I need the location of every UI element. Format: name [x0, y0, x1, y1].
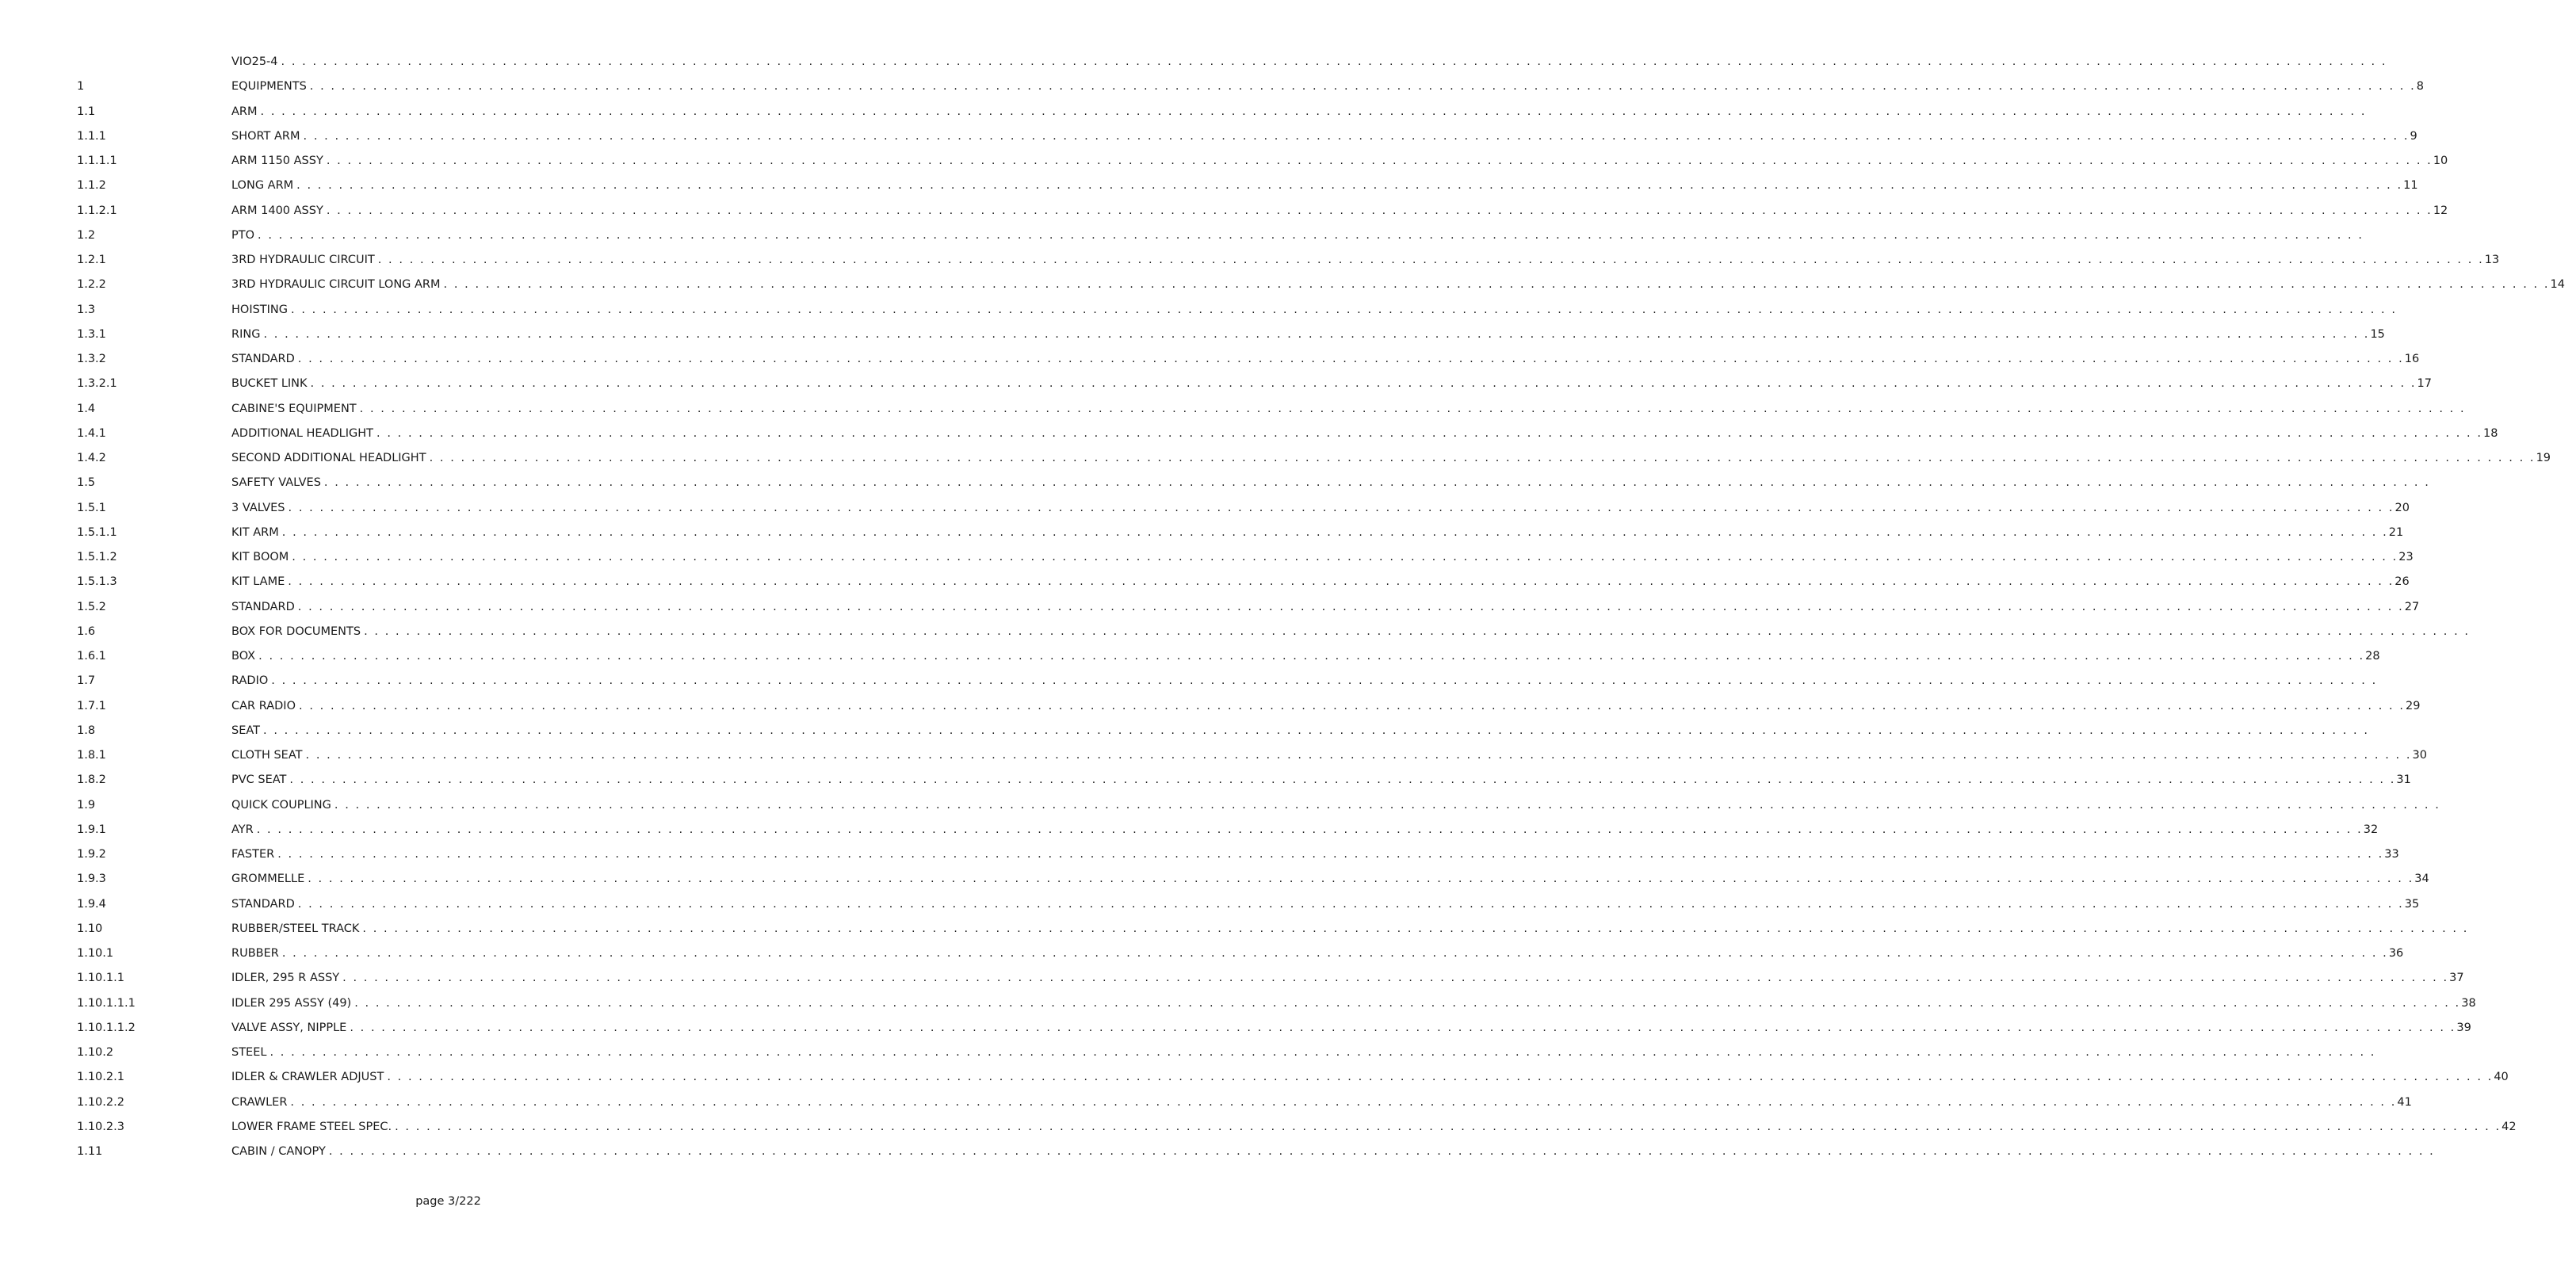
toc-entry	[231, 545, 2414, 570]
toc-section-number: 1.10.1.1.1	[77, 996, 136, 1010]
toc-entry	[231, 842, 2399, 867]
toc-dot-leader: . . . . . . . . . . . . . . . . . . . . . . . . . . . . . . . . . . . . . . . . . . . . . . . . . . . . . . . . . . . . . . . . . . . . . . . . . . . . . . . . . . . . . . . . . . . . . . . . . . . . . . . . . . . . . . . . . . . . . . . . . . . . . . . . . . . . . . . . . . . . . . . . . . . . . . . . . . . . . . . . . . . . . . . . . . . . . . . . . . . . . . . . . . . . . . . . . . . . . . . .	[308, 873, 2414, 886]
toc-entry	[231, 471, 2430, 495]
toc-title: STANDARD	[231, 600, 295, 613]
toc-title: VIO25-4	[231, 55, 278, 68]
toc-row[interactable]	[0, 545, 2414, 570]
toc-entry	[231, 273, 2565, 297]
toc-title: 3 VALVES	[231, 501, 285, 514]
toc-page-number: 37	[2449, 972, 2464, 985]
toc-dot-leader: . . . . . . . . . . . . . . . . . . . . . . . . . . . . . . . . . . . . . . . . . . . . . . . . . . . . . . . . . . . . . . . . . . . . . . . . . . . . . . . . . . . . . . . . . . . . . . . . . . . . . . . . . . . . . . . . . . . . . . . . . . . . . . . . . . . . . . . . . . . . . . . . . . . . . . . . . . . . . . . . . . . . . . . . . . . . . . . . . . . . . . . . . . . . . . . . . . . . . . . .	[289, 773, 2396, 787]
toc-section-number: 1.5.1.3	[77, 575, 117, 589]
toc-dot-leader: . . . . . . . . . . . . . . . . . . . . . . . . . . . . . . . . . . . . . . . . . . . . . . . . . . . . . . . . . . . . . . . . . . . . . . . . . . . . . . . . . . . . . . . . . . . . . . . . . . . . . . . . . . . . . . . . . . . . . . . . . . . . . . . . . . . . . . . . . . . . . . . . . . . . . . . . . . . . . . . . . . . . . . . . . . . . . . . . . . . . . . . . . . . . . . . . . . . . . . . .	[334, 798, 2440, 812]
toc-dot-leader: . . . . . . . . . . . . . . . . . . . . . . . . . . . . . . . . . . . . . . . . . . . . . . . . . . . . . . . . . . . . . . . . . . . . . . . . . . . . . . . . . . . . . . . . . . . . . . . . . . . . . . . . . . . . . . . . . . . . . . . . . . . . . . . . . . . . . . . . . . . . . . . . . . . . . . . . . . . . . . . . . . . . . . . . . . . . . . . . . . . . . . . . . . . . . . . . . . . . . . . .	[354, 996, 2461, 1010]
toc-page-number: 18	[2483, 426, 2498, 440]
toc-section-number: 1.6	[77, 624, 96, 638]
toc-row[interactable]	[0, 273, 2565, 297]
toc-entry	[231, 917, 2469, 941]
toc-page-number: 8	[2416, 80, 2425, 94]
toc-title: IDLER & CRAWLER ADJUST	[231, 1071, 384, 1084]
toc-title: BOX FOR DOCUMENTS	[231, 624, 361, 638]
toc-entry	[231, 595, 2420, 620]
toc-section-number: 1.4.2	[77, 452, 106, 464]
toc-row[interactable]	[0, 570, 2410, 594]
toc-dot-leader: . . . . . . . . . . . . . . . . . . . . . . . . . . . . . . . . . . . . . . . . . . . . . . . . . . . . . . . . . . . . . . . . . . . . . . . . . . . . . . . . . . . . . . . . . . . . . . . . . . . . . . . . . . . . . . . . . . . . . . . . . . . . . . . . . . . . . . . . . . . . . . . . . . . . . . . . . . . . . . . . . . . . . . . . . . . . . . . . . . . . . . . . . . . . . . . . . . . . . . . .	[342, 972, 2449, 985]
toc-entry	[231, 372, 2432, 396]
toc-entry	[231, 74, 2425, 99]
toc-section-number: 1.7	[77, 674, 96, 688]
toc-entry	[231, 521, 2404, 545]
toc-title: LONG ARM	[231, 179, 294, 193]
toc-row[interactable]	[0, 1016, 2471, 1041]
toc-row[interactable]	[0, 1041, 2376, 1065]
toc-dot-leader: . . . . . . . . . . . . . . . . . . . . . . . . . . . . . . . . . . . . . . . . . . . . . . . . . . . . . . . . . . . . . . . . . . . . . . . . . . . . . . . . . . . . . . . . . . . . . . . . . . . . . . . . . . . . . . . . . . . . . . . . . . . . . . . . . . . . . . . . . . . . . . . . . . . . . . . . . . . . . . . . . . . . . . . . . . . . . . . . . . . . . . . . . . . . . . . . . . . . . . . .	[297, 353, 2404, 365]
toc-entry	[231, 867, 2429, 892]
toc-section-number: 1.10.1	[77, 947, 114, 960]
toc-dot-leader: . . . . . . . . . . . . . . . . . . . . . . . . . . . . . . . . . . . . . . . . . . . . . . . . . . . . . . . . . . . . . . . . . . . . . . . . . . . . . . . . . . . . . . . . . . . . . . . . . . . . . . . . . . . . . . . . . . . . . . . . . . . . . . . . . . . . . . . . . . . . . . . . . . . . . . . . . . . . . . . . . . . . . . . . . . . . . . . . . . . . . . . . . . . . . . . . . . . . . . . .	[299, 699, 2405, 712]
toc-section-number: 1.10.1.1.2	[77, 1021, 136, 1034]
toc-section-number: 1.10.2	[77, 1046, 114, 1059]
toc-page-number: 27	[2404, 600, 2420, 613]
toc-entry	[231, 223, 2364, 248]
toc-dot-leader: . . . . . . . . . . . . . . . . . . . . . . . . . . . . . . . . . . . . . . . . . . . . . . . . . . . . . . . . . . . . . . . . . . . . . . . . . . . . . . . . . . . . . . . . . . . . . . . . . . . . . . . . . . . . . . . . . . . . . . . . . . . . . . . . . . . . . . . . . . . . . . . . . . . . . . . . . . . . . . . . . . . . . . . . . . . . . . . . . . . . . . . . . . . . . . . . . . . . . . . .	[429, 452, 2536, 464]
toc-dot-leader: . . . . . . . . . . . . . . . . . . . . . . . . . . . . . . . . . . . . . . . . . . . . . . . . . . . . . . . . . . . . . . . . . . . . . . . . . . . . . . . . . . . . . . . . . . . . . . . . . . . . . . . . . . . . . . . . . . . . . . . . . . . . . . . . . . . . . . . . . . . . . . . . . . . . . . . . . . . . . . . . . . . . . . . . . . . . . . . . . . . . . . . . . . . . . . . . . . . . . . . .	[376, 426, 2483, 440]
toc-title: VALVE ASSY, NIPPLE	[231, 1021, 347, 1034]
toc-page-number: 10	[2433, 155, 2448, 167]
toc-page-number: 12	[2433, 204, 2448, 217]
toc-title: KIT ARM	[231, 525, 279, 539]
table-of-contents	[0, 50, 2565, 1164]
toc-title: CABINE'S EQUIPMENT	[231, 402, 357, 415]
toc-title: CAR RADIO	[231, 699, 296, 712]
toc-title: PTO	[231, 228, 255, 242]
toc-row[interactable]	[0, 1090, 2412, 1115]
toc-title: GROMMELLE	[231, 873, 305, 886]
toc-title: BOX	[231, 650, 256, 663]
toc-section-number: 1.10.2.1	[77, 1071, 124, 1084]
toc-row[interactable]	[0, 397, 2466, 422]
toc-entry	[231, 941, 2404, 966]
toc-row[interactable]	[0, 124, 2417, 149]
toc-page-number: 15	[2370, 327, 2385, 341]
toc-row[interactable]	[0, 1140, 2435, 1164]
toc-entry	[231, 124, 2417, 149]
toc-dot-leader: . . . . . . . . . . . . . . . . . . . . . . . . . . . . . . . . . . . . . . . . . . . . . . . . . . . . . . . . . . . . . . . . . . . . . . . . . . . . . . . . . . . . . . . . . . . . . . . . . . . . . . . . . . . . . . . . . . . . . . . . . . . . . . . . . . . . . . . . . . . . . . . . . . . . . . . . . . . . . . . . . . . . . . . . . . . . . . . . . . . . . . . . . . . . . . . . . . . . . . . .	[297, 897, 2404, 911]
toc-entry	[231, 1016, 2471, 1041]
toc-section-number: 1.5.1.2	[77, 551, 117, 563]
toc-page-number: 29	[2406, 699, 2421, 712]
toc-dot-leader: . . . . . . . . . . . . . . . . . . . . . . . . . . . . . . . . . . . . . . . . . . . . . . . . . . . . . . . . . . . . . . . . . . . . . . . . . . . . . . . . . . . . . . . . . . . . . . . . . . . . . . . . . . . . . . . . . . . . . . . . . . . . . . . . . . . . . . . . . . . . . . . . . . . . . . . . . . . . . . . . . . . . . . . . . . . . . . . . . . . . . . . . . . . . . . . . . . . . . . . .	[443, 278, 2550, 292]
toc-dot-leader: . . . . . . . . . . . . . . . . . . . . . . . . . . . . . . . . . . . . . . . . . . . . . . . . . . . . . . . . . . . . . . . . . . . . . . . . . . . . . . . . . . . . . . . . . . . . . . . . . . . . . . . . . . . . . . . . . . . . . . . . . . . . . . . . . . . . . . . . . . . . . . . . . . . . . . . . . . . . . . . . . . . . . . . . . . . . . . . . . . . . . . . . . . . . . . . . . . . . . . . .	[263, 327, 2370, 341]
toc-row[interactable]	[0, 743, 2427, 768]
toc-page-number: 39	[2456, 1021, 2471, 1034]
toc-page-number: 36	[2388, 947, 2404, 960]
toc-title: CABIN / CANOPY	[231, 1145, 326, 1158]
toc-title: ARM	[231, 105, 258, 118]
toc-section-number: 1.8.1	[77, 749, 106, 762]
toc-entry	[231, 496, 2410, 521]
toc-title: LOWER FRAME STEEL SPEC.	[231, 1120, 392, 1133]
toc-dot-leader: . . . . . . . . . . . . . . . . . . . . . . . . . . . . . . . . . . . . . . . . . . . . . . . . . . . . . . . . . . . . . . . . . . . . . . . . . . . . . . . . . . . . . . . . . . . . . . . . . . . . . . . . . . . . . . . . . . . . . . . . . . . . . . . . . . . . . . . . . . . . . . . . . . . . . . . . . . . . . . . . . . . . . . . . . . . . . . . . . . . . . . . . . . . . . . . . . . . . . . . .	[269, 1046, 2376, 1059]
toc-row[interactable]	[0, 1115, 2517, 1140]
toc-dot-leader: . . . . . . . . . . . . . . . . . . . . . . . . . . . . . . . . . . . . . . . . . . . . . . . . . . . . . . . . . . . . . . . . . . . . . . . . . . . . . . . . . . . . . . . . . . . . . . . . . . . . . . . . . . . . . . . . . . . . . . . . . . . . . . . . . . . . . . . . . . . . . . . . . . . . . . . . . . . . . . . . . . . . . . . . . . . . . . . . . . . . . . . . . . . . . . . . . . . . . . . .	[258, 650, 2365, 663]
toc-section-number: 1.9	[77, 798, 96, 812]
toc-section-number: 1.9.4	[77, 897, 106, 911]
toc-page-number: 34	[2414, 873, 2429, 886]
toc-section-number: 1.5.1	[77, 501, 106, 514]
toc-section-number: 1.10	[77, 922, 103, 935]
toc-section-number: 1.8	[77, 724, 96, 737]
toc-entry	[231, 100, 2367, 124]
toc-dot-leader: . . . . . . . . . . . . . . . . . . . . . . . . . . . . . . . . . . . . . . . . . . . . . . . . . . . . . . . . . . . . . . . . . . . . . . . . . . . . . . . . . . . . . . . . . . . . . . . . . . . . . . . . . . . . . . . . . . . . . . . . . . . . . . . . . . . . . . . . . . . . . . . . . . . . . . . . . . . . . . . . . . . . . . . . . . . . . . . . . . . . . . . . . . . . . . . . . . . . . . . .	[297, 600, 2404, 613]
toc-section-number: 1.5	[77, 476, 96, 490]
page-number-label: page 3/222	[415, 1195, 481, 1208]
toc-title: STANDARD	[231, 897, 295, 911]
toc-row[interactable]	[0, 842, 2399, 867]
toc-dot-leader: . . . . . . . . . . . . . . . . . . . . . . . . . . . . . . . . . . . . . . . . . . . . . . . . . . . . . . . . . . . . . . . . . . . . . . . . . . . . . . . . . . . . . . . . . . . . . . . . . . . . . . . . . . . . . . . . . . . . . . . . . . . . . . . . . . . . . . . . . . . . . . . . . . . . . . . . . . . . . . . . . . . . . . . . . . . . . . . . . . . . . . . . . . . . . . . . . . . . . . . .	[328, 1145, 2435, 1158]
toc-entry	[231, 149, 2448, 174]
toc-entry	[231, 1090, 2412, 1115]
toc-entry	[231, 1140, 2435, 1164]
toc-entry	[231, 694, 2421, 719]
toc-section-number: 1.1.1.1	[77, 155, 117, 167]
toc-entry	[231, 298, 2398, 323]
toc-section-number: 1.2.1	[77, 254, 106, 266]
toc-page-number: 16	[2404, 353, 2420, 365]
toc-dot-leader: . . . . . . . . . . . . . . . . . . . . . . . . . . . . . . . . . . . . . . . . . . . . . . . . . . . . . . . . . . . . . . . . . . . . . . . . . . . . . . . . . . . . . . . . . . . . . . . . . . . . . . . . . . . . . . . . . . . . . . . . . . . . . . . . . . . . . . . . . . . . . . . . . . . . . . . . . . . . . . . . . . . . . . . . . . . . . . . . . . . . . . . . . . . . . . . . . . . . . . . .	[303, 129, 2410, 143]
toc-title: STEEL	[231, 1046, 267, 1059]
toc-entry	[231, 397, 2466, 422]
toc-row[interactable]	[0, 521, 2404, 545]
toc-section-number: 1.1.2.1	[77, 204, 117, 217]
toc-dot-leader: . . . . . . . . . . . . . . . . . . . . . . . . . . . . . . . . . . . . . . . . . . . . . . . . . . . . . . . . . . . . . . . . . . . . . . . . . . . . . . . . . . . . . . . . . . . . . . . . . . . . . . . . . . . . . . . . . . . . . . . . . . . . . . . . . . . . . . . . . . . . . . . . . . . . . . . . . . . . . . . . . . . . . . . . . . . . . . . . . . . . . . . . . . . . . . . . . . . . . . . .	[326, 155, 2433, 167]
toc-page-number: 41	[2397, 1095, 2412, 1109]
toc-title: ARM 1400 ASSY	[231, 204, 323, 217]
toc-dot-leader: . . . . . . . . . . . . . . . . . . . . . . . . . . . . . . . . . . . . . . . . . . . . . . . . . . . . . . . . . . . . . . . . . . . . . . . . . . . . . . . . . . . . . . . . . . . . . . . . . . . . . . . . . . . . . . . . . . . . . . . . . . . . . . . . . . . . . . . . . . . . . . . . . . . . . . . . . . . . . . . . . . . . . . . . . . . . . . . . . . . . . . . . . . . . . . . . . . . . . . . .	[323, 476, 2430, 490]
toc-title: RING	[231, 327, 261, 341]
toc-dot-leader: . . . . . . . . . . . . . . . . . . . . . . . . . . . . . . . . . . . . . . . . . . . . . . . . . . . . . . . . . . . . . . . . . . . . . . . . . . . . . . . . . . . . . . . . . . . . . . . . . . . . . . . . . . . . . . . . . . . . . . . . . . . . . . . . . . . . . . . . . . . . . . . . . . . . . . . . . . . . . . . . . . . . . . . . . . . . . . . . . . . . . . . . . . . . . . . . . . . . . . . .	[359, 402, 2466, 415]
toc-row[interactable]	[0, 74, 2425, 99]
toc-page-number: 31	[2396, 773, 2411, 787]
toc-section-number: 1.3.2	[77, 353, 106, 365]
toc-page-number: 42	[2501, 1120, 2517, 1133]
toc-entry	[231, 644, 2380, 669]
toc-dot-leader: . . . . . . . . . . . . . . . . . . . . . . . . . . . . . . . . . . . . . . . . . . . . . . . . . . . . . . . . . . . . . . . . . . . . . . . . . . . . . . . . . . . . . . . . . . . . . . . . . . . . . . . . . . . . . . . . . . . . . . . . . . . . . . . . . . . . . . . . . . . . . . . . . . . . . . . . . . . . . . . . . . . . . . . . . . . . . . . . . . . . . . . . . . . . . . . . . . . . . . . .	[296, 179, 2403, 193]
toc-section-number: 1	[77, 80, 85, 94]
toc-entry	[231, 50, 2387, 74]
toc-title: PVC SEAT	[231, 773, 287, 787]
toc-entry	[231, 818, 2379, 842]
toc-entry	[231, 991, 2476, 1016]
toc-entry	[231, 1065, 2509, 1090]
toc-row[interactable]	[0, 248, 2500, 273]
toc-title: BUCKET LINK	[231, 377, 308, 391]
toc-section-number: 1.4	[77, 402, 96, 415]
toc-entry	[231, 347, 2420, 372]
toc-entry	[231, 620, 2471, 644]
toc-row[interactable]	[0, 595, 2420, 620]
toc-section-number: 1.7.1	[77, 699, 106, 712]
toc-section-number: 1.2	[77, 228, 96, 242]
toc-dot-leader: . . . . . . . . . . . . . . . . . . . . . . . . . . . . . . . . . . . . . . . . . . . . . . . . . . . . . . . . . . . . . . . . . . . . . . . . . . . . . . . . . . . . . . . . . . . . . . . . . . . . . . . . . . . . . . . . . . . . . . . . . . . . . . . . . . . . . . . . . . . . . . . . . . . . . . . . . . . . . . . . . . . . . . . . . . . . . . . . . . . . . . . . . . . . . . . . . . . . . . . .	[263, 724, 2370, 737]
toc-title: 3RD HYDRAULIC CIRCUIT	[231, 254, 375, 266]
toc-row[interactable]	[0, 1065, 2509, 1090]
toc-title: SECOND ADDITIONAL HEADLIGHT	[231, 452, 426, 464]
toc-title: SAFETY VALVES	[231, 476, 321, 490]
toc-row[interactable]	[0, 149, 2448, 174]
toc-section-number: 1.6.1	[77, 650, 106, 663]
toc-row[interactable]	[0, 323, 2385, 347]
toc-title: AYR	[231, 823, 254, 836]
toc-title: FASTER	[231, 848, 275, 861]
page-footer	[0, 1195, 896, 1208]
toc-row[interactable]	[0, 223, 2364, 248]
toc-section-number: 1.1.2	[77, 179, 106, 193]
toc-title: HOISTING	[231, 303, 289, 316]
toc-entry	[231, 446, 2551, 471]
toc-section-number: 1.1.1	[77, 129, 106, 143]
toc-section-number: 1.5.1.1	[77, 525, 117, 539]
toc-dot-leader: . . . . . . . . . . . . . . . . . . . . . . . . . . . . . . . . . . . . . . . . . . . . . . . . . . . . . . . . . . . . . . . . . . . . . . . . . . . . . . . . . . . . . . . . . . . . . . . . . . . . . . . . . . . . . . . . . . . . . . . . . . . . . . . . . . . . . . . . . . . . . . . . . . . . . . . . . . . . . . . . . . . . . . . . . . . . . . . . . . . . . . . . . . . . . . . . . . . . . . . .	[362, 922, 2469, 935]
toc-page-number: 11	[2403, 179, 2418, 193]
toc-page-number: 9	[2410, 129, 2417, 143]
toc-page-number: 33	[2384, 848, 2399, 861]
toc-entry	[231, 966, 2464, 991]
toc-title: RUBBER	[231, 947, 279, 960]
toc-row[interactable]	[0, 298, 2398, 323]
toc-entry	[231, 669, 2378, 693]
toc-dot-leader: . . . . . . . . . . . . . . . . . . . . . . . . . . . . . . . . . . . . . . . . . . . . . . . . . . . . . . . . . . . . . . . . . . . . . . . . . . . . . . . . . . . . . . . . . . . . . . . . . . . . . . . . . . . . . . . . . . . . . . . . . . . . . . . . . . . . . . . . . . . . . . . . . . . . . . . . . . . . . . . . . . . . . . . . . . . . . . . . . . . . . . . . . . . . . . . . . . . . . . . .	[292, 551, 2398, 563]
toc-entry	[231, 768, 2411, 792]
toc-dot-leader: . . . . . . . . . . . . . . . . . . . . . . . . . . . . . . . . . . . . . . . . . . . . . . . . . . . . . . . . . . . . . . . . . . . . . . . . . . . . . . . . . . . . . . . . . . . . . . . . . . . . . . . . . . . . . . . . . . . . . . . . . . . . . . . . . . . . . . . . . . . . . . . . . . . . . . . . . . . . . . . . . . . . . . . . . . . . . . . . . . . . . . . . . . . . . . . . . . . . . . . .	[291, 303, 2398, 316]
toc-dot-leader: . . . . . . . . . . . . . . . . . . . . . . . . . . . . . . . . . . . . . . . . . . . . . . . . . . . . . . . . . . . . . . . . . . . . . . . . . . . . . . . . . . . . . . . . . . . . . . . . . . . . . . . . . . . . . . . . . . . . . . . . . . . . . . . . . . . . . . . . . . . . . . . . . . . . . . . . . . . . . . . . . . . . . . . . . . . . . . . . . . . . . . . . . . . . . . . . . . . . . . . .	[281, 55, 2387, 68]
toc-row[interactable]	[0, 496, 2410, 521]
toc-dot-leader: . . . . . . . . . . . . . . . . . . . . . . . . . . . . . . . . . . . . . . . . . . . . . . . . . . . . . . . . . . . . . . . . . . . . . . . . . . . . . . . . . . . . . . . . . . . . . . . . . . . . . . . . . . . . . . . . . . . . . . . . . . . . . . . . . . . . . . . . . . . . . . . . . . . . . . . . . . . . . . . . . . . . . . . . . . . . . . . . . . . . . . . . . . . . . . . . . . . . . . . .	[395, 1120, 2501, 1133]
toc-page-number: 13	[2484, 254, 2500, 266]
toc-section-number: 1.3.2.1	[77, 377, 117, 391]
toc-dot-leader: . . . . . . . . . . . . . . . . . . . . . . . . . . . . . . . . . . . . . . . . . . . . . . . . . . . . . . . . . . . . . . . . . . . . . . . . . . . . . . . . . . . . . . . . . . . . . . . . . . . . . . . . . . . . . . . . . . . . . . . . . . . . . . . . . . . . . . . . . . . . . . . . . . . . . . . . . . . . . . . . . . . . . . . . . . . . . . . . . . . . . . . . . . . . . . . . . . . . . . . .	[271, 674, 2378, 688]
toc-dot-leader: . . . . . . . . . . . . . . . . . . . . . . . . . . . . . . . . . . . . . . . . . . . . . . . . . . . . . . . . . . . . . . . . . . . . . . . . . . . . . . . . . . . . . . . . . . . . . . . . . . . . . . . . . . . . . . . . . . . . . . . . . . . . . . . . . . . . . . . . . . . . . . . . . . . . . . . . . . . . . . . . . . . . . . . . . . . . . . . . . . . . . . . . . . . . . . . . . . . . . . . .	[277, 848, 2384, 861]
toc-dot-leader: . . . . . . . . . . . . . . . . . . . . . . . . . . . . . . . . . . . . . . . . . . . . . . . . . . . . . . . . . . . . . . . . . . . . . . . . . . . . . . . . . . . . . . . . . . . . . . . . . . . . . . . . . . . . . . . . . . . . . . . . . . . . . . . . . . . . . . . . . . . . . . . . . . . . . . . . . . . . . . . . . . . . . . . . . . . . . . . . . . . . . . . . . . . . . . . . . . . . . . . .	[290, 1095, 2397, 1109]
toc-entry	[231, 199, 2448, 223]
toc-dot-leader: . . . . . . . . . . . . . . . . . . . . . . . . . . . . . . . . . . . . . . . . . . . . . . . . . . . . . . . . . . . . . . . . . . . . . . . . . . . . . . . . . . . . . . . . . . . . . . . . . . . . . . . . . . . . . . . . . . . . . . . . . . . . . . . . . . . . . . . . . . . . . . . . . . . . . . . . . . . . . . . . . . . . . . . . . . . . . . . . . . . . . . . . . . . . . . . . . . . . . . . .	[256, 823, 2363, 836]
toc-row[interactable]	[0, 50, 2387, 74]
toc-row[interactable]	[0, 867, 2429, 892]
toc-dot-leader: . . . . . . . . . . . . . . . . . . . . . . . . . . . . . . . . . . . . . . . . . . . . . . . . . . . . . . . . . . . . . . . . . . . . . . . . . . . . . . . . . . . . . . . . . . . . . . . . . . . . . . . . . . . . . . . . . . . . . . . . . . . . . . . . . . . . . . . . . . . . . . . . . . . . . . . . . . . . . . . . . . . . . . . . . . . . . . . . . . . . . . . . . . . . . . . . . . . . . . . .	[260, 105, 2367, 118]
toc-entry	[231, 323, 2385, 347]
toc-dot-leader: . . . . . . . . . . . . . . . . . . . . . . . . . . . . . . . . . . . . . . . . . . . . . . . . . . . . . . . . . . . . . . . . . . . . . . . . . . . . . . . . . . . . . . . . . . . . . . . . . . . . . . . . . . . . . . . . . . . . . . . . . . . . . . . . . . . . . . . . . . . . . . . . . . . . . . . . . . . . . . . . . . . . . . . . . . . . . . . . . . . . . . . . . . . . . . . . . . . . . . . .	[326, 204, 2433, 217]
toc-title: SHORT ARM	[231, 129, 300, 143]
toc-page-number: 26	[2394, 575, 2410, 589]
toc-entry	[231, 248, 2500, 273]
toc-row[interactable]	[0, 174, 2418, 198]
toc-dot-leader: . . . . . . . . . . . . . . . . . . . . . . . . . . . . . . . . . . . . . . . . . . . . . . . . . . . . . . . . . . . . . . . . . . . . . . . . . . . . . . . . . . . . . . . . . . . . . . . . . . . . . . . . . . . . . . . . . . . . . . . . . . . . . . . . . . . . . . . . . . . . . . . . . . . . . . . . . . . . . . . . . . . . . . . . . . . . . . . . . . . . . . . . . . . . . . . . . . . . . . . .	[288, 501, 2394, 514]
toc-dot-leader: . . . . . . . . . . . . . . . . . . . . . . . . . . . . . . . . . . . . . . . . . . . . . . . . . . . . . . . . . . . . . . . . . . . . . . . . . . . . . . . . . . . . . . . . . . . . . . . . . . . . . . . . . . . . . . . . . . . . . . . . . . . . . . . . . . . . . . . . . . . . . . . . . . . . . . . . . . . . . . . . . . . . . . . . . . . . . . . . . . . . . . . . . . . . . . . . . . . . . . . .	[309, 80, 2416, 94]
toc-row[interactable]	[0, 620, 2471, 644]
toc-row[interactable]	[0, 917, 2469, 941]
toc-section-number: 1.1	[77, 105, 96, 118]
toc-page-number: 23	[2398, 551, 2414, 563]
toc-dot-leader: . . . . . . . . . . . . . . . . . . . . . . . . . . . . . . . . . . . . . . . . . . . . . . . . . . . . . . . . . . . . . . . . . . . . . . . . . . . . . . . . . . . . . . . . . . . . . . . . . . . . . . . . . . . . . . . . . . . . . . . . . . . . . . . . . . . . . . . . . . . . . . . . . . . . . . . . . . . . . . . . . . . . . . . . . . . . . . . . . . . . . . . . . . . . . . . . . . . . . . . .	[350, 1021, 2456, 1034]
toc-row[interactable]	[0, 941, 2404, 966]
toc-row[interactable]	[0, 669, 2378, 693]
toc-section-number: 1.3.1	[77, 327, 106, 341]
toc-row[interactable]	[0, 892, 2420, 917]
toc-title: 3RD HYDRAULIC CIRCUIT LONG ARM	[231, 278, 441, 292]
toc-page-number: 32	[2363, 823, 2379, 836]
toc-title: ADDITIONAL HEADLIGHT	[231, 426, 374, 440]
toc-section-number: 1.9.2	[77, 848, 106, 861]
toc-page-number: 21	[2388, 525, 2404, 539]
toc-row[interactable]	[0, 719, 2370, 743]
toc-title: CLOTH SEAT	[231, 749, 303, 762]
toc-section-number: 1.10.2.3	[77, 1120, 124, 1133]
toc-dot-leader: . . . . . . . . . . . . . . . . . . . . . . . . . . . . . . . . . . . . . . . . . . . . . . . . . . . . . . . . . . . . . . . . . . . . . . . . . . . . . . . . . . . . . . . . . . . . . . . . . . . . . . . . . . . . . . . . . . . . . . . . . . . . . . . . . . . . . . . . . . . . . . . . . . . . . . . . . . . . . . . . . . . . . . . . . . . . . . . . . . . . . . . . . . . . . . . . . . . . . . . .	[377, 254, 2484, 266]
toc-section-number: 1.8.2	[77, 773, 106, 787]
toc-page-number: 20	[2394, 501, 2410, 514]
toc-title: STANDARD	[231, 353, 295, 365]
toc-dot-leader: . . . . . . . . . . . . . . . . . . . . . . . . . . . . . . . . . . . . . . . . . . . . . . . . . . . . . . . . . . . . . . . . . . . . . . . . . . . . . . . . . . . . . . . . . . . . . . . . . . . . . . . . . . . . . . . . . . . . . . . . . . . . . . . . . . . . . . . . . . . . . . . . . . . . . . . . . . . . . . . . . . . . . . . . . . . . . . . . . . . . . . . . . . . . . . . . . . . . . . . .	[288, 575, 2394, 589]
toc-row[interactable]	[0, 446, 2551, 471]
toc-dot-leader: . . . . . . . . . . . . . . . . . . . . . . . . . . . . . . . . . . . . . . . . . . . . . . . . . . . . . . . . . . . . . . . . . . . . . . . . . . . . . . . . . . . . . . . . . . . . . . . . . . . . . . . . . . . . . . . . . . . . . . . . . . . . . . . . . . . . . . . . . . . . . . . . . . . . . . . . . . . . . . . . . . . . . . . . . . . . . . . . . . . . . . . . . . . . . . . . . . . . . . . .	[387, 1071, 2494, 1084]
toc-row[interactable]	[0, 199, 2448, 223]
toc-section-number: 1.2.2	[77, 278, 106, 292]
toc-section-number: 1.5.2	[77, 600, 106, 613]
toc-entry	[231, 793, 2440, 818]
toc-row[interactable]	[0, 768, 2411, 792]
toc-entry	[231, 892, 2420, 917]
toc-title: SEAT	[231, 724, 261, 737]
toc-entry	[231, 743, 2427, 768]
toc-dot-leader: . . . . . . . . . . . . . . . . . . . . . . . . . . . . . . . . . . . . . . . . . . . . . . . . . . . . . . . . . . . . . . . . . . . . . . . . . . . . . . . . . . . . . . . . . . . . . . . . . . . . . . . . . . . . . . . . . . . . . . . . . . . . . . . . . . . . . . . . . . . . . . . . . . . . . . . . . . . . . . . . . . . . . . . . . . . . . . . . . . . . . . . . . . . . . . . . . . . . . . . .	[281, 525, 2388, 539]
toc-page-number: 19	[2536, 452, 2551, 464]
toc-row[interactable]	[0, 372, 2432, 396]
toc-entry	[231, 570, 2410, 594]
toc-page-number: 35	[2404, 897, 2420, 911]
toc-dot-leader: . . . . . . . . . . . . . . . . . . . . . . . . . . . . . . . . . . . . . . . . . . . . . . . . . . . . . . . . . . . . . . . . . . . . . . . . . . . . . . . . . . . . . . . . . . . . . . . . . . . . . . . . . . . . . . . . . . . . . . . . . . . . . . . . . . . . . . . . . . . . . . . . . . . . . . . . . . . . . . . . . . . . . . . . . . . . . . . . . . . . . . . . . . . . . . . . . . . . . . . .	[310, 377, 2417, 391]
toc-row[interactable]	[0, 422, 2498, 446]
toc-page-number: 14	[2550, 278, 2565, 292]
toc-title: IDLER, 295 R ASSY	[231, 972, 340, 985]
toc-title: QUICK COUPLING	[231, 798, 331, 812]
toc-row[interactable]	[0, 347, 2420, 372]
toc-title: KIT LAME	[231, 575, 285, 589]
toc-section-number: 1.3	[77, 303, 96, 316]
toc-row[interactable]	[0, 100, 2367, 124]
toc-title: CRAWLER	[231, 1095, 288, 1109]
toc-row[interactable]	[0, 793, 2440, 818]
toc-row[interactable]	[0, 644, 2380, 669]
toc-entry	[231, 422, 2498, 446]
toc-section-number: 1.11	[77, 1145, 103, 1158]
toc-entry	[231, 719, 2370, 743]
toc-section-number: 1.10.1.1	[77, 972, 124, 985]
toc-row[interactable]	[0, 694, 2421, 719]
toc-row[interactable]	[0, 471, 2430, 495]
toc-dot-leader: . . . . . . . . . . . . . . . . . . . . . . . . . . . . . . . . . . . . . . . . . . . . . . . . . . . . . . . . . . . . . . . . . . . . . . . . . . . . . . . . . . . . . . . . . . . . . . . . . . . . . . . . . . . . . . . . . . . . . . . . . . . . . . . . . . . . . . . . . . . . . . . . . . . . . . . . . . . . . . . . . . . . . . . . . . . . . . . . . . . . . . . . . . . . . . . . . . . . . . . .	[258, 228, 2364, 242]
toc-title: IDLER 295 ASSY (49)	[231, 996, 352, 1010]
toc-row[interactable]	[0, 818, 2379, 842]
toc-title: EQUIPMENTS	[231, 80, 307, 94]
toc-section-number: 1.4.1	[77, 426, 106, 440]
toc-entry	[231, 174, 2418, 198]
toc-section-number: 1.9.1	[77, 823, 106, 836]
toc-title: KIT BOOM	[231, 551, 289, 563]
toc-section-number: 1.9.3	[77, 873, 106, 886]
toc-title: RUBBER/STEEL TRACK	[231, 922, 360, 935]
toc-section-number: 1.10.2.2	[77, 1095, 124, 1109]
toc-page-number: 30	[2412, 749, 2427, 762]
toc-entry	[231, 1041, 2376, 1065]
toc-row[interactable]	[0, 966, 2464, 991]
toc-title: ARM 1150 ASSY	[231, 155, 323, 167]
toc-dot-leader: . . . . . . . . . . . . . . . . . . . . . . . . . . . . . . . . . . . . . . . . . . . . . . . . . . . . . . . . . . . . . . . . . . . . . . . . . . . . . . . . . . . . . . . . . . . . . . . . . . . . . . . . . . . . . . . . . . . . . . . . . . . . . . . . . . . . . . . . . . . . . . . . . . . . . . . . . . . . . . . . . . . . . . . . . . . . . . . . . . . . . . . . . . . . . . . . . . . . . . . .	[364, 624, 2471, 638]
toc-title: RADIO	[231, 674, 269, 688]
toc-page-number: 17	[2417, 377, 2432, 391]
toc-page-number: 38	[2461, 996, 2476, 1010]
toc-dot-leader: . . . . . . . . . . . . . . . . . . . . . . . . . . . . . . . . . . . . . . . . . . . . . . . . . . . . . . . . . . . . . . . . . . . . . . . . . . . . . . . . . . . . . . . . . . . . . . . . . . . . . . . . . . . . . . . . . . . . . . . . . . . . . . . . . . . . . . . . . . . . . . . . . . . . . . . . . . . . . . . . . . . . . . . . . . . . . . . . . . . . . . . . . . . . . . . . . . . . . . . .	[281, 947, 2388, 960]
toc-dot-leader: . . . . . . . . . . . . . . . . . . . . . . . . . . . . . . . . . . . . . . . . . . . . . . . . . . . . . . . . . . . . . . . . . . . . . . . . . . . . . . . . . . . . . . . . . . . . . . . . . . . . . . . . . . . . . . . . . . . . . . . . . . . . . . . . . . . . . . . . . . . . . . . . . . . . . . . . . . . . . . . . . . . . . . . . . . . . . . . . . . . . . . . . . . . . . . . . . . . . . . . .	[305, 749, 2412, 762]
toc-entry	[231, 1115, 2517, 1140]
toc-row[interactable]	[0, 991, 2476, 1016]
toc-page-number: 40	[2494, 1071, 2509, 1084]
toc-page-number: 28	[2365, 650, 2380, 663]
